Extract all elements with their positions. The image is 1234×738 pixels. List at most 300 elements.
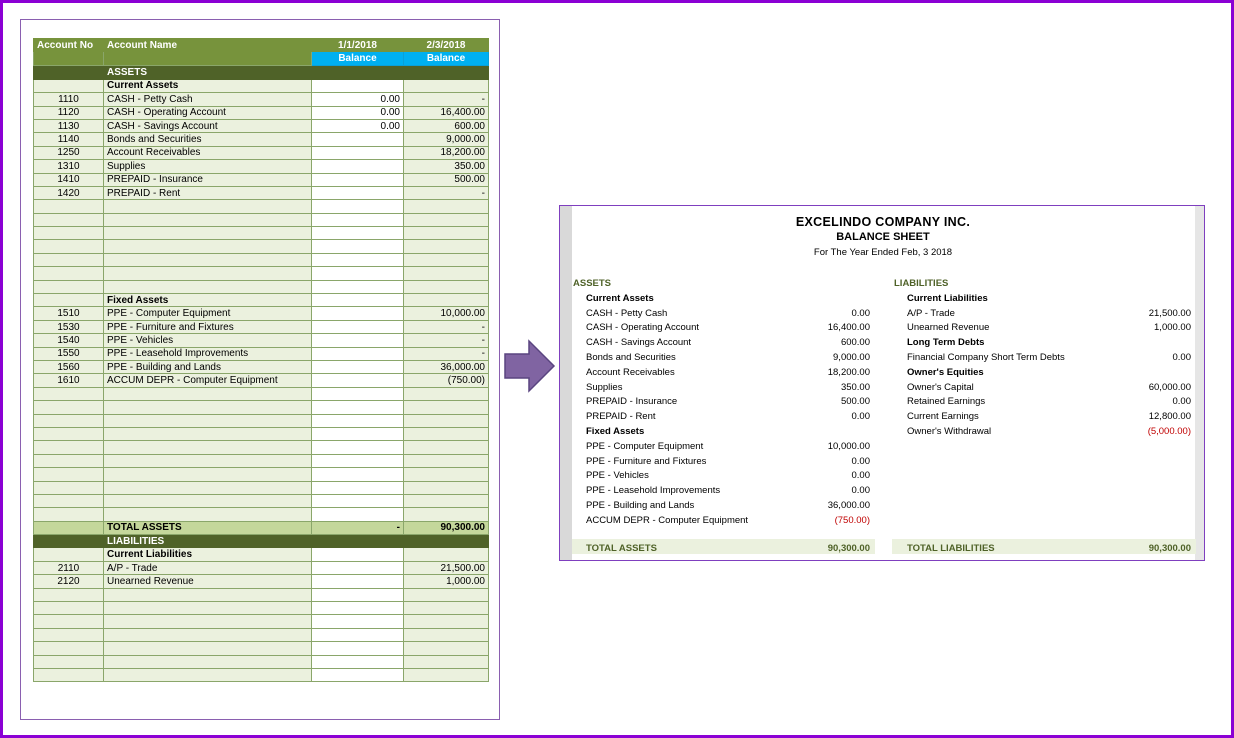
cell-empty xyxy=(104,267,312,280)
line-item-label: Current Earnings xyxy=(907,411,979,423)
cell-empty xyxy=(312,468,404,481)
cell-empty xyxy=(404,267,489,280)
line-item-amount: 21,500.00 xyxy=(1148,307,1191,319)
blank-row xyxy=(34,468,489,481)
account-row xyxy=(34,119,489,132)
line-item-amount: 0.00 xyxy=(851,485,870,497)
balance-2: 10,000.00 xyxy=(404,307,489,320)
balance-1 xyxy=(312,186,404,199)
line-item-amount: 0.00 xyxy=(1172,351,1191,363)
cell-empty xyxy=(404,508,489,521)
cell-empty xyxy=(404,240,489,253)
account-name: CASH - Petty Cash xyxy=(104,93,312,106)
line-item-label: PPE - Vehicles xyxy=(586,470,649,482)
account-row xyxy=(34,160,489,173)
cell-empty xyxy=(312,548,404,561)
line-item-label: Retained Earnings xyxy=(907,396,986,408)
line-item-amount: 600.00 xyxy=(840,337,870,349)
cell-empty xyxy=(34,668,104,681)
group-row xyxy=(34,294,489,307)
account-name: Unearned Revenue xyxy=(104,575,312,588)
report-period: For The Year Ended Feb, 3 2018 xyxy=(813,247,953,258)
cell-empty xyxy=(312,294,404,307)
cell-empty xyxy=(34,227,104,240)
cell-empty xyxy=(404,602,489,615)
blank-row xyxy=(34,253,489,266)
account-row xyxy=(34,360,489,373)
account-name: PPE - Vehicles xyxy=(104,334,312,347)
account-no: 1540 xyxy=(34,334,104,347)
account-no: 1410 xyxy=(34,173,104,186)
cell-empty xyxy=(404,414,489,427)
line-item-amount: 500.00 xyxy=(840,396,870,408)
balance-1 xyxy=(312,360,404,373)
cell-empty xyxy=(34,454,104,467)
cell-empty xyxy=(404,494,489,507)
report-left-margin xyxy=(560,206,572,560)
blank-row xyxy=(34,588,489,601)
cell-empty xyxy=(104,387,312,400)
cell-empty xyxy=(312,508,404,521)
line-item-amount: 0.00 xyxy=(1172,396,1191,408)
cell-empty xyxy=(312,615,404,628)
balance-2: 36,000.00 xyxy=(404,360,489,373)
balance-2: 600.00 xyxy=(404,119,489,132)
total-label: TOTAL ASSETS xyxy=(104,521,312,534)
blank-row xyxy=(34,427,489,440)
balance-2: 1,000.00 xyxy=(404,575,489,588)
cell-empty xyxy=(404,441,489,454)
line-item-label: PPE - Computer Equipment xyxy=(586,440,704,452)
cell-empty xyxy=(312,602,404,615)
blank-row xyxy=(34,441,489,454)
cell-empty xyxy=(312,213,404,226)
cell-empty xyxy=(34,280,104,293)
cell-empty xyxy=(34,535,104,548)
blank-row xyxy=(34,508,489,521)
group-row xyxy=(34,79,489,92)
group-row xyxy=(34,548,489,561)
cell-empty xyxy=(104,668,312,681)
line-item-label: PPE - Furniture and Fixtures xyxy=(586,455,707,467)
line-item-amount: 350.00 xyxy=(840,381,870,393)
cell-empty xyxy=(34,521,104,534)
cell-empty xyxy=(34,548,104,561)
cell-empty xyxy=(312,454,404,467)
line-item-label: ACCUM DEPR - Computer Equipment xyxy=(586,514,749,526)
cell-empty xyxy=(34,481,104,494)
account-row xyxy=(34,133,489,146)
cell-empty xyxy=(404,548,489,561)
cell-empty xyxy=(404,253,489,266)
line-item-amount: 18,200.00 xyxy=(827,366,870,378)
balance-2: 21,500.00 xyxy=(404,561,489,574)
blank-row xyxy=(34,200,489,213)
cell-empty xyxy=(312,494,404,507)
cell-empty xyxy=(34,253,104,266)
cell-empty xyxy=(104,481,312,494)
cell-empty xyxy=(34,387,104,400)
cell-empty xyxy=(404,280,489,293)
balance-1 xyxy=(312,320,404,333)
account-sheet xyxy=(33,38,488,682)
account-name: CASH - Operating Account xyxy=(104,106,312,119)
balance-1 xyxy=(312,133,404,146)
balance-2: - xyxy=(404,320,489,333)
group-label: Fixed Assets xyxy=(104,294,312,307)
line-item-amount: 0.00 xyxy=(851,470,870,482)
cell-empty xyxy=(34,441,104,454)
cell-empty xyxy=(34,655,104,668)
cell-empty xyxy=(404,294,489,307)
account-no: 1530 xyxy=(34,320,104,333)
cell-empty xyxy=(34,240,104,253)
account-table xyxy=(33,38,489,682)
group-label: Current Assets xyxy=(104,79,312,92)
header-account-name: Account Name xyxy=(104,39,312,52)
cell-empty xyxy=(404,200,489,213)
cell-empty xyxy=(104,240,312,253)
balance-1 xyxy=(312,347,404,360)
section-row xyxy=(34,535,489,548)
cell-empty xyxy=(312,240,404,253)
account-row xyxy=(34,347,489,360)
line-item-label: Owner's Capital xyxy=(907,381,974,393)
balance-1 xyxy=(312,173,404,186)
account-no: 1120 xyxy=(34,106,104,119)
cell-empty xyxy=(404,427,489,440)
balance-1 xyxy=(312,307,404,320)
balance-2: 500.00 xyxy=(404,173,489,186)
balance-2: - xyxy=(404,334,489,347)
account-name: Account Receivables xyxy=(104,146,312,159)
account-no: 1310 xyxy=(34,160,104,173)
total-balance-2: 90,300.00 xyxy=(404,521,489,534)
cell-empty xyxy=(404,628,489,641)
balance-2: 16,400.00 xyxy=(404,106,489,119)
cell-empty xyxy=(312,642,404,655)
blank-row xyxy=(34,655,489,668)
cell-empty xyxy=(34,414,104,427)
account-name: PPE - Leasehold Improvements xyxy=(104,347,312,360)
cell-empty xyxy=(312,253,404,266)
cell-empty xyxy=(312,668,404,681)
section-label: LIABILITIES xyxy=(104,535,312,548)
blank-row xyxy=(34,227,489,240)
cell-empty xyxy=(404,401,489,414)
line-item-label: Financial Company Short Term Debts xyxy=(907,351,1065,363)
cell-empty xyxy=(104,494,312,507)
account-no: 1550 xyxy=(34,347,104,360)
cell-empty xyxy=(104,441,312,454)
blank-row xyxy=(34,213,489,226)
blank-row xyxy=(34,481,489,494)
balance-1: 0.00 xyxy=(312,93,404,106)
header-account-no: Account No xyxy=(34,39,104,52)
group-heading: Fixed Assets xyxy=(586,425,645,437)
group-heading: Current Assets xyxy=(586,292,654,304)
cell-empty xyxy=(104,280,312,293)
cell-empty xyxy=(312,655,404,668)
cell-empty xyxy=(34,200,104,213)
cell-empty xyxy=(104,454,312,467)
blank-row xyxy=(34,642,489,655)
cell-empty xyxy=(104,253,312,266)
blank-row xyxy=(34,454,489,467)
cell-empty xyxy=(34,267,104,280)
subheader-empty xyxy=(34,52,104,66)
cell-empty xyxy=(34,615,104,628)
cell-empty xyxy=(404,79,489,92)
cell-empty xyxy=(404,481,489,494)
blank-row xyxy=(34,414,489,427)
balance-2: (750.00) xyxy=(404,374,489,387)
line-item-label: Owner's Withdrawal xyxy=(907,425,992,437)
line-item-amount: (750.00) xyxy=(834,514,870,526)
blank-row xyxy=(34,494,489,507)
cell-empty xyxy=(404,535,489,548)
account-name: Supplies xyxy=(104,160,312,173)
account-no: 1110 xyxy=(34,93,104,106)
group-label: Current Liabilities xyxy=(104,548,312,561)
account-row xyxy=(34,334,489,347)
cell-empty xyxy=(34,642,104,655)
cell-empty xyxy=(312,427,404,440)
section-row xyxy=(34,66,489,79)
balance-1 xyxy=(312,575,404,588)
report-title: BALANCE SHEET xyxy=(836,231,930,243)
line-item-label: Supplies xyxy=(586,381,623,393)
total-assets-amount: 90,300.00 xyxy=(827,543,870,554)
balance-1: 0.00 xyxy=(312,106,404,119)
group-heading: Current Liabilities xyxy=(907,292,988,304)
cell-empty xyxy=(312,267,404,280)
cell-empty xyxy=(404,454,489,467)
account-no: 1420 xyxy=(34,186,104,199)
account-row xyxy=(34,146,489,159)
total-liabilities-amount: 90,300.00 xyxy=(1148,543,1191,554)
cell-empty xyxy=(312,66,404,79)
right-arrow-icon xyxy=(503,338,557,394)
balance-2: 18,200.00 xyxy=(404,146,489,159)
cell-empty xyxy=(104,602,312,615)
account-no: 2120 xyxy=(34,575,104,588)
account-name: ACCUM DEPR - Computer Equipment xyxy=(104,374,312,387)
account-no: 2110 xyxy=(34,561,104,574)
account-no: 1610 xyxy=(34,374,104,387)
cell-empty xyxy=(34,628,104,641)
balance-1: 0.00 xyxy=(312,119,404,132)
balance-2: - xyxy=(404,93,489,106)
account-row xyxy=(34,320,489,333)
header-date-1: 1/1/2018 xyxy=(312,39,404,52)
line-item-label: A/P - Trade xyxy=(907,307,955,319)
blank-row xyxy=(34,615,489,628)
cell-empty xyxy=(34,468,104,481)
line-item-label: Account Receivables xyxy=(586,366,675,378)
line-item-label: CASH - Operating Account xyxy=(586,322,699,334)
cell-empty xyxy=(104,655,312,668)
cell-empty xyxy=(34,427,104,440)
account-row xyxy=(34,575,489,588)
blank-row xyxy=(34,668,489,681)
cell-empty xyxy=(34,508,104,521)
cell-empty xyxy=(312,387,404,400)
header-balance-1: Balance xyxy=(312,52,404,66)
balance-1 xyxy=(312,374,404,387)
cell-empty xyxy=(404,668,489,681)
balance-2: - xyxy=(404,186,489,199)
line-item-label: PPE - Leasehold Improvements xyxy=(586,485,721,497)
balance-2: 9,000.00 xyxy=(404,133,489,146)
cell-empty xyxy=(404,227,489,240)
account-row xyxy=(34,93,489,106)
cell-empty xyxy=(34,213,104,226)
cell-empty xyxy=(312,200,404,213)
account-name: PPE - Computer Equipment xyxy=(104,307,312,320)
balance-1 xyxy=(312,334,404,347)
cell-empty xyxy=(404,642,489,655)
cell-empty xyxy=(34,294,104,307)
account-name: PPE - Furniture and Fixtures xyxy=(104,320,312,333)
account-row xyxy=(34,106,489,119)
report-right-margin xyxy=(1195,206,1204,560)
cell-empty xyxy=(104,200,312,213)
cell-empty xyxy=(312,441,404,454)
balance-1 xyxy=(312,561,404,574)
line-item-amount: 0.00 xyxy=(851,411,870,423)
line-item-amount: 9,000.00 xyxy=(833,351,870,363)
cell-empty xyxy=(312,227,404,240)
account-no: 1130 xyxy=(34,119,104,132)
section-heading: ASSETS xyxy=(573,278,612,289)
line-item-amount: 0.00 xyxy=(851,455,870,467)
blank-row xyxy=(34,267,489,280)
cell-empty xyxy=(312,481,404,494)
blank-row xyxy=(34,240,489,253)
line-item-label: PPE - Building and Lands xyxy=(586,499,695,511)
total-assets-label: TOTAL ASSETS xyxy=(586,543,657,554)
account-no: 1510 xyxy=(34,307,104,320)
cell-empty xyxy=(104,414,312,427)
total-row xyxy=(34,521,489,534)
account-row xyxy=(34,307,489,320)
line-item-amount: (5,000.00) xyxy=(1147,425,1191,437)
account-row xyxy=(34,374,489,387)
line-item-amount: 36,000.00 xyxy=(827,499,870,511)
cell-empty xyxy=(104,615,312,628)
total-balance-1: - xyxy=(312,521,404,534)
line-item-amount: 0.00 xyxy=(851,307,870,319)
balance-2: 350.00 xyxy=(404,160,489,173)
cell-empty xyxy=(404,213,489,226)
cell-empty xyxy=(104,227,312,240)
cell-empty xyxy=(104,642,312,655)
blank-row xyxy=(34,602,489,615)
cell-empty xyxy=(34,588,104,601)
line-item-amount: 60,000.00 xyxy=(1148,381,1191,393)
line-item-label: CASH - Petty Cash xyxy=(586,307,668,319)
account-no: 1560 xyxy=(34,360,104,373)
cell-empty xyxy=(104,427,312,440)
cell-empty xyxy=(312,414,404,427)
header-balance-2: Balance xyxy=(404,52,489,66)
header-date-2: 2/3/2018 xyxy=(404,39,489,52)
cell-empty xyxy=(312,280,404,293)
cell-empty xyxy=(312,628,404,641)
balance-1 xyxy=(312,160,404,173)
cell-empty xyxy=(312,401,404,414)
account-name: PREPAID - Rent xyxy=(104,186,312,199)
line-item-label: Unearned Revenue xyxy=(907,322,990,334)
cell-empty xyxy=(104,401,312,414)
account-name: Bonds and Securities xyxy=(104,133,312,146)
account-row xyxy=(34,173,489,186)
cell-empty xyxy=(312,535,404,548)
account-name: CASH - Savings Account xyxy=(104,119,312,132)
account-row xyxy=(34,561,489,574)
cell-empty xyxy=(34,494,104,507)
line-item-amount: 10,000.00 xyxy=(827,440,870,452)
group-heading: Long Term Debts xyxy=(907,337,985,349)
subheader-empty xyxy=(104,52,312,66)
account-name: PPE - Building and Lands xyxy=(104,360,312,373)
line-item-label: CASH - Savings Account xyxy=(586,337,692,349)
cell-empty xyxy=(404,387,489,400)
cell-empty xyxy=(312,79,404,92)
cell-empty xyxy=(404,588,489,601)
cell-empty xyxy=(404,615,489,628)
line-item-amount: 16,400.00 xyxy=(827,322,870,334)
account-no: 1140 xyxy=(34,133,104,146)
header-row xyxy=(34,39,489,52)
line-item-amount: 1,000.00 xyxy=(1154,322,1191,334)
balance-1 xyxy=(312,146,404,159)
group-heading: Owner's Equities xyxy=(907,366,984,378)
line-item-amount: 12,800.00 xyxy=(1148,411,1191,423)
cell-empty xyxy=(34,602,104,615)
cell-empty xyxy=(312,588,404,601)
account-no: 1250 xyxy=(34,146,104,159)
cell-empty xyxy=(104,468,312,481)
balance-sheet-report xyxy=(559,205,1205,561)
cell-empty xyxy=(34,66,104,79)
account-row xyxy=(34,186,489,199)
blank-row xyxy=(34,280,489,293)
section-heading: LIABILITIES xyxy=(894,278,949,289)
blank-row xyxy=(34,387,489,400)
balance-2: - xyxy=(404,347,489,360)
cell-empty xyxy=(104,508,312,521)
line-item-label: PREPAID - Rent xyxy=(586,411,656,423)
company-name: EXCELINDO COMPANY INC. xyxy=(795,215,971,229)
cell-empty xyxy=(104,628,312,641)
cell-empty xyxy=(34,79,104,92)
cell-empty xyxy=(104,213,312,226)
total-liabilities-label: TOTAL LIABILITIES xyxy=(907,543,995,554)
blank-row xyxy=(34,401,489,414)
section-label: ASSETS xyxy=(104,66,312,79)
subheader-row xyxy=(34,52,489,66)
account-name: A/P - Trade xyxy=(104,561,312,574)
line-item-label: Bonds and Securities xyxy=(586,351,676,363)
cell-empty xyxy=(104,588,312,601)
cell-empty xyxy=(404,66,489,79)
blank-row xyxy=(34,628,489,641)
cell-empty xyxy=(404,468,489,481)
cell-empty xyxy=(34,401,104,414)
cell-empty xyxy=(404,655,489,668)
